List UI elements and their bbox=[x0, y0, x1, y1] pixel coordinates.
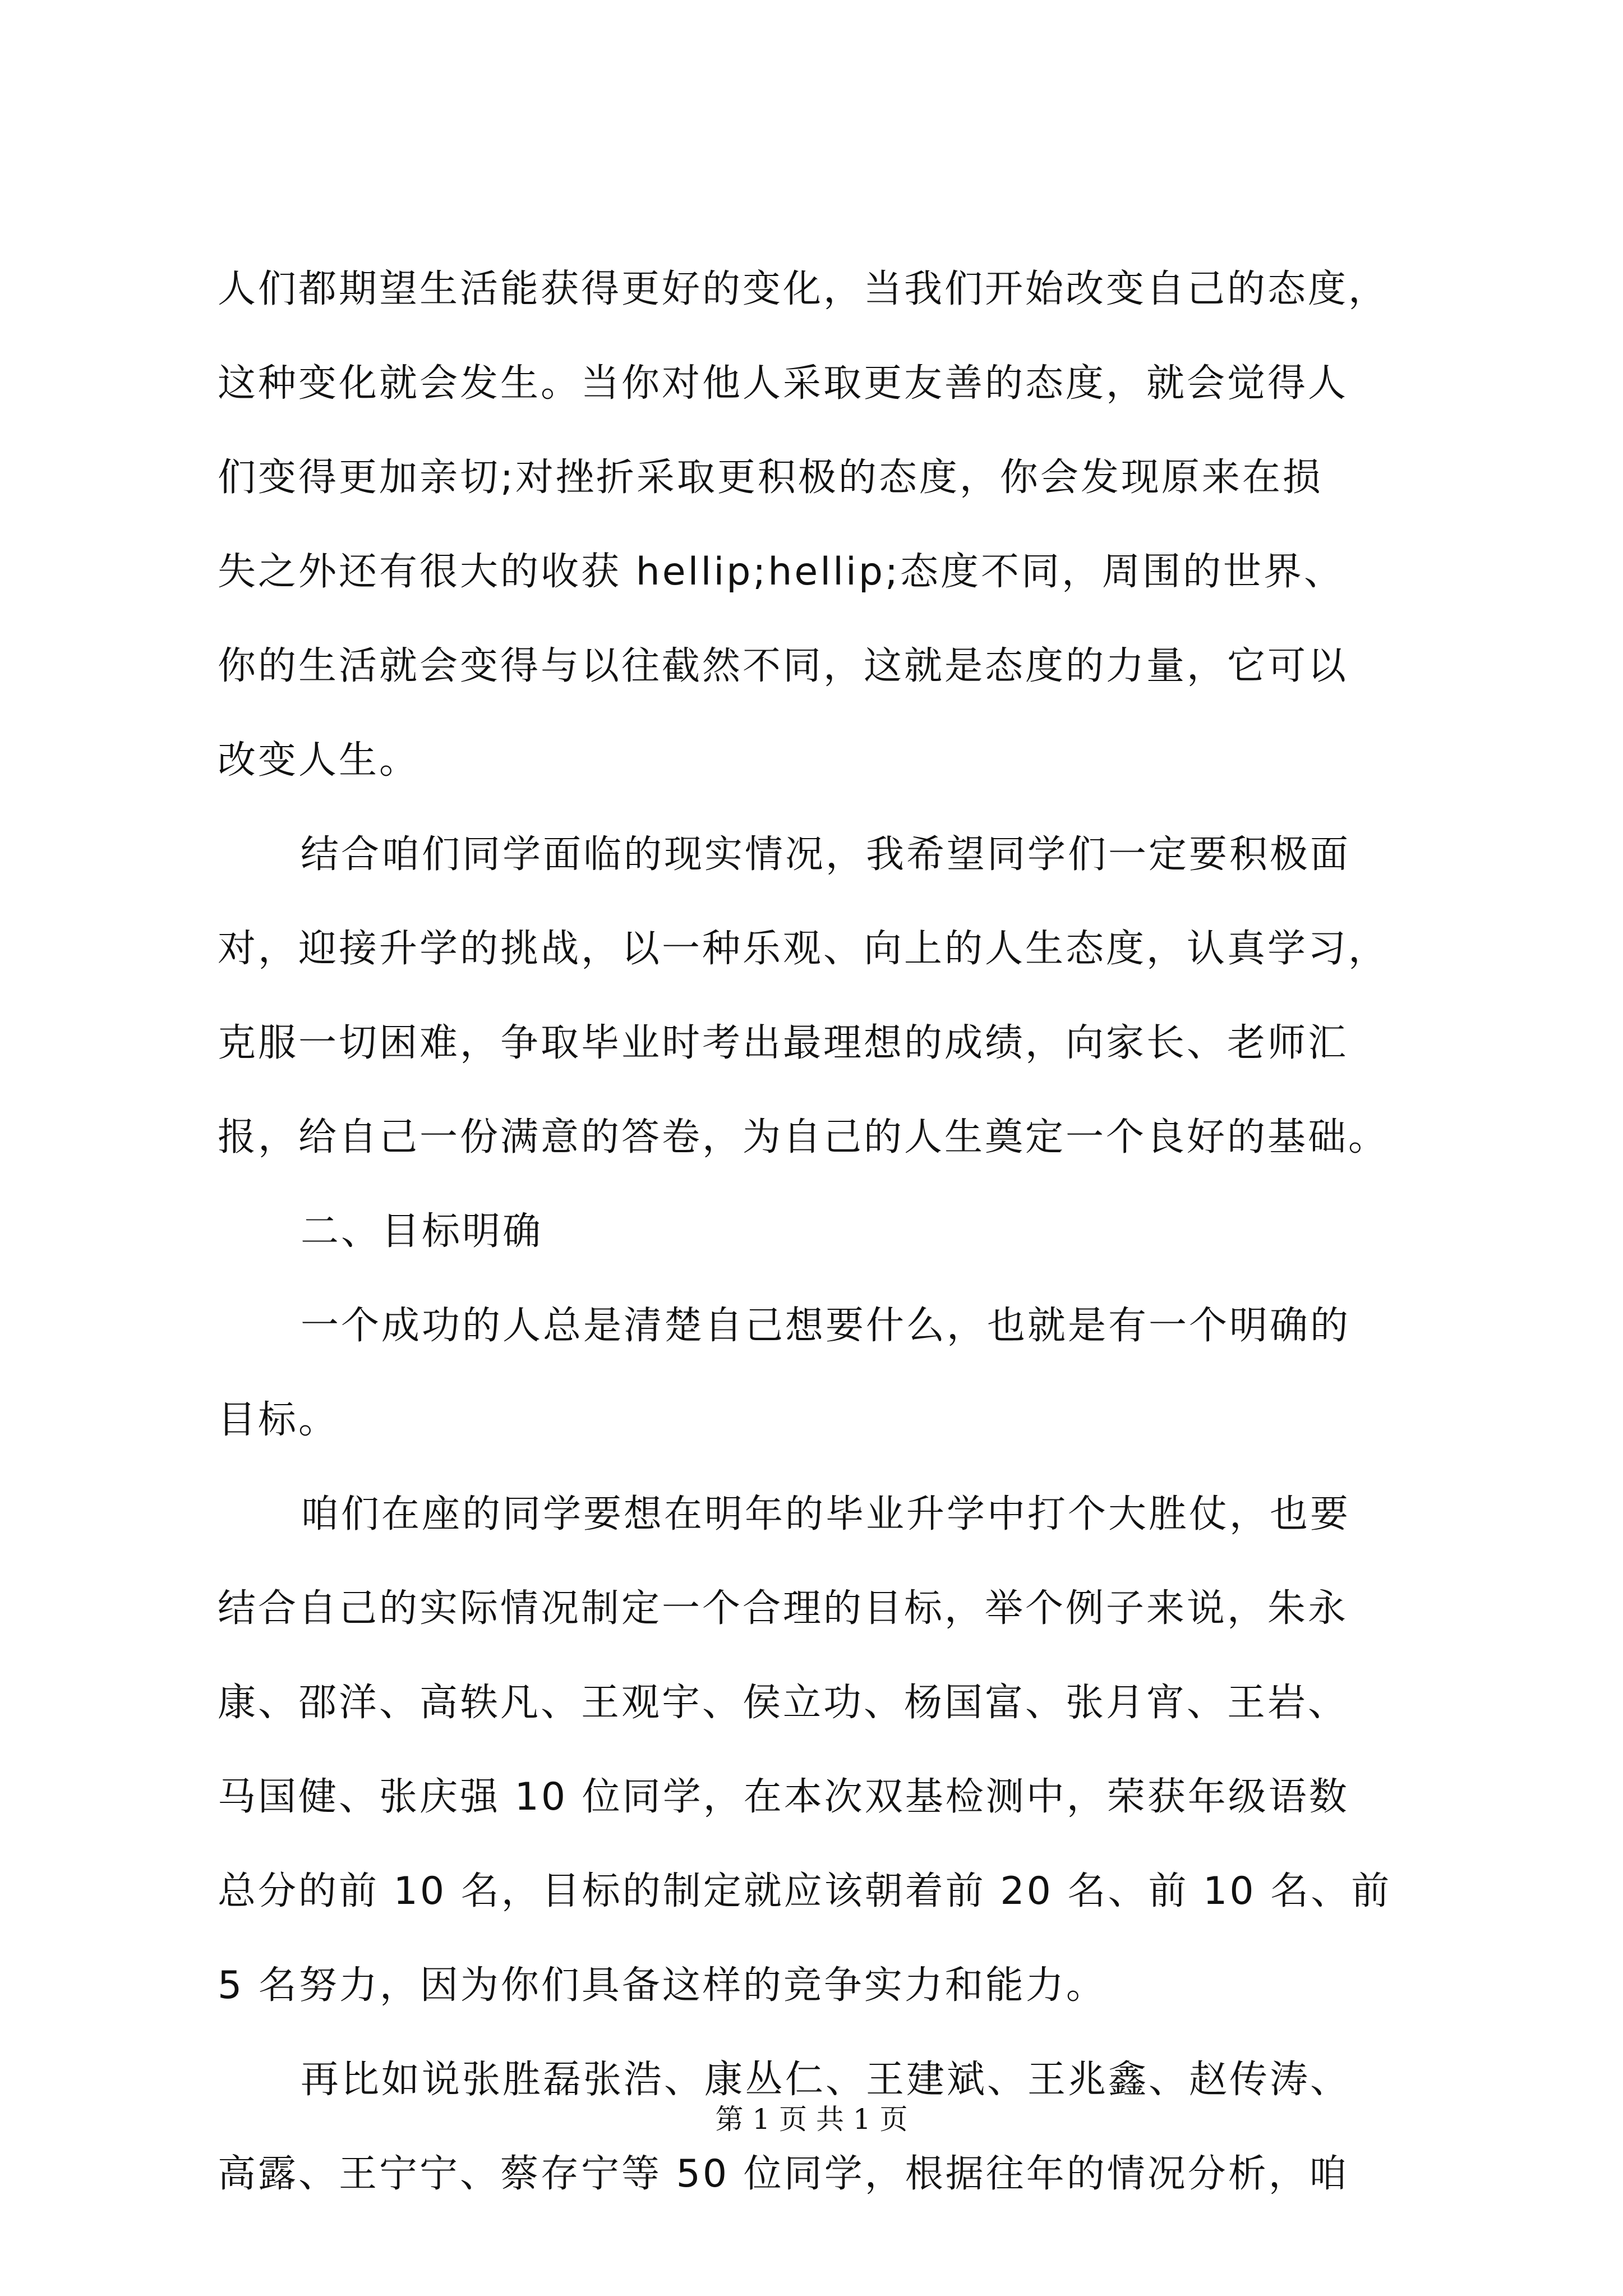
text-line: 5 名努力，因为你们具备这样的竞争实力和能力。 bbox=[218, 1963, 1106, 2008]
text-line: 改变人生。 bbox=[218, 738, 420, 783]
text-line: 们变得更加亲切;对挫折采取更积极的态度，你会发现原来在损 bbox=[218, 455, 1323, 500]
text-line: 马国健、张庆强 10 位同学，在本次双基检测中，荣获年级语数 bbox=[218, 1775, 1349, 1819]
document-body bbox=[218, 264, 1423, 2243]
text-line: 这种变化就会发生。当你对他人采取更友善的态度，就会觉得人 bbox=[218, 361, 1349, 406]
text-line: 高露、王宁宁、蔡存宁等 50 位同学，根据往年的情况分析，咱 bbox=[218, 2152, 1349, 2196]
text-line: 对，迎接升学的挑战，以一种乐观、向上的人生态度，认真学习， bbox=[218, 927, 1389, 971]
text-line: 报，给自己一份满意的答卷，为自己的人生奠定一个良好的基础。 bbox=[218, 1115, 1389, 1159]
page-footer: 第 1 页 共 1 页 bbox=[715, 2103, 908, 2136]
text-line: 人们都期望生活能获得更好的变化，当我们开始改变自己的态度， bbox=[218, 267, 1389, 311]
text-line: 克服一切困难，争取毕业时考出最理想的成绩，向家长、老师汇 bbox=[218, 1021, 1349, 1065]
text-line: 一个成功的人总是清楚自己想要什么，也就是有一个明确的 bbox=[301, 1304, 1351, 1348]
text-line: 目标。 bbox=[218, 1398, 339, 1442]
text-line: 二、目标明确 bbox=[301, 1209, 543, 1254]
text-line: 结合咱们同学面临的现实情况，我希望同学们一定要积极面 bbox=[301, 832, 1351, 877]
text-line: 咱们在座的同学要想在明年的毕业升学中打个大胜仗，也要 bbox=[301, 1492, 1351, 1536]
text-line: 康、邵洋、高轶凡、王观宇、侯立功、杨国富、张月宵、王岩、 bbox=[218, 1681, 1349, 1725]
text-line: 结合自己的实际情况制定一个合理的目标，举个例子来说，朱永 bbox=[218, 1586, 1349, 1631]
text-line: 你的生活就会变得与以往截然不同，这就是态度的力量，它可以 bbox=[218, 644, 1349, 688]
text-line: 再比如说张胜磊张浩、康丛仁、王建斌、王兆鑫、赵传涛、 bbox=[301, 2058, 1351, 2102]
text-line: 总分的前 10 名，目标的制定就应该朝着前 20 名、前 10 名、前 bbox=[218, 1869, 1392, 1913]
text-line: 失之外还有很大的收获 hellip;hellip;态度不同，周围的世界、 bbox=[218, 550, 1344, 594]
